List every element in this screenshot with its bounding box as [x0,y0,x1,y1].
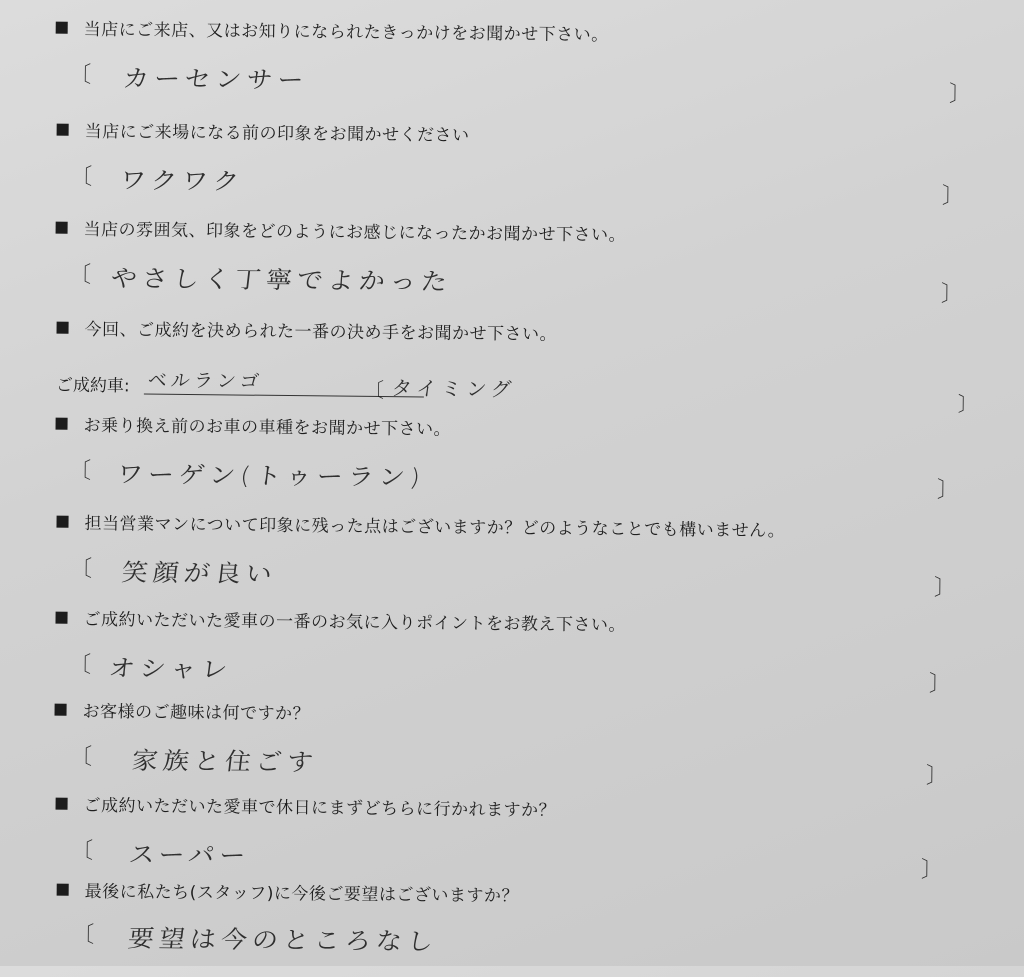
question-8 [0,696,1003,794]
bracket-right: 〕 [920,857,944,883]
question-1 [0,14,1010,112]
answer-row [70,734,1002,794]
bracket-left: 〔 [70,838,94,865]
bracket-right: 〕 [933,575,957,602]
question-4 [0,314,1007,350]
bracket-right: 〕 [948,81,972,108]
answer-row [70,154,1008,214]
bracket-right: 〕 [928,671,952,697]
question-text: お乗り換え前のお車の車種をお聞かせ下さい。 [83,415,452,440]
handwritten-answer: オシャレ [107,655,234,685]
handwritten-answer: カーセンサー [121,65,311,95]
answer-row [69,52,1009,112]
square-bullet-icon [57,123,69,135]
bracket-left: 〔 [68,652,92,678]
question-text: お客様のご趣味は何ですか？ [82,701,311,725]
question-text: 今回、ご成約を決められた一番の決め手をお聞かせ下さい。 [84,319,558,345]
bracket-left: 〔 [69,556,93,582]
question-text: ご成約いただいた愛車で休日にまずどちらに行かれますか？ [83,795,557,821]
question-text: 当店の雰囲気、印象をどのようにお感じになったかお聞かせ下さい。 [83,219,627,246]
answer-row [72,912,1000,972]
bracket-right: 〕 [940,281,964,308]
square-bullet-icon [57,883,69,895]
bracket-left: 〔 [69,744,93,771]
bracket-left: 〔 [68,262,92,288]
square-bullet-icon [55,703,67,715]
answer-row [70,546,1004,606]
square-bullet-icon [55,611,67,623]
bracket-right: 〕 [957,392,978,417]
bracket-right: 〕 [941,183,965,210]
question-3 [0,214,1008,312]
bracket-right: 〕 [925,763,949,789]
handwritten-answer: スーパー [127,841,252,871]
handwritten-answer: やさしく丁寧でよかった [109,265,454,297]
handwritten-answer: ワクワク [118,167,246,197]
handwritten-car-model: ベルランゴ [146,369,265,393]
square-bullet-icon [57,321,69,333]
question-9 [0,790,1002,888]
bracket-left: 〔 [363,377,385,403]
question-5 [0,410,1006,508]
answer-row [69,642,1003,702]
handwritten-answer: ワーゲン(トゥーラン) [115,461,427,493]
contracted-car-row [55,367,1006,417]
question-text: 最後に私たち(スタッフ)に今後ご要望はございますか？ [84,881,520,907]
bracket-left: 〔 [69,62,92,88]
bracket-left: 〔 [70,164,93,190]
handwritten-answer: 笑顔が良い [120,559,279,589]
question-text: 当店にご来店、又はお知りになられたきっかけをお聞かせ下さい。 [83,19,609,46]
square-bullet-icon [56,417,68,429]
question-6 [0,508,1005,606]
answer-row [69,448,1005,508]
question-text: ご成約いただいた愛車の一番のお気に入りポイントをお教え下さい。 [83,609,627,636]
question-10 [0,876,1001,972]
question-text: 当店にご来場になる前の印象をお聞かせください [84,121,470,146]
square-bullet-icon [56,221,68,233]
square-bullet-icon [56,21,68,33]
bracket-left: 〔 [68,458,92,484]
bracket-left: 〔 [72,922,95,949]
square-bullet-icon [56,515,68,527]
handwritten-decision-reason: タイミング [390,376,518,402]
question-text: 担当営業マンについて印象に残った点はございますか？どのようなことでも構いません。 [84,513,786,542]
handwritten-answer: 要望は今のところなし [126,925,440,957]
question-7 [0,604,1004,702]
handwritten-answer: 家族と住ごす [130,747,320,777]
question-2 [0,116,1009,214]
square-bullet-icon [56,797,68,809]
answer-row [69,252,1007,312]
bracket-right: 〕 [936,477,960,504]
car-label: ご成約車: [55,375,130,397]
